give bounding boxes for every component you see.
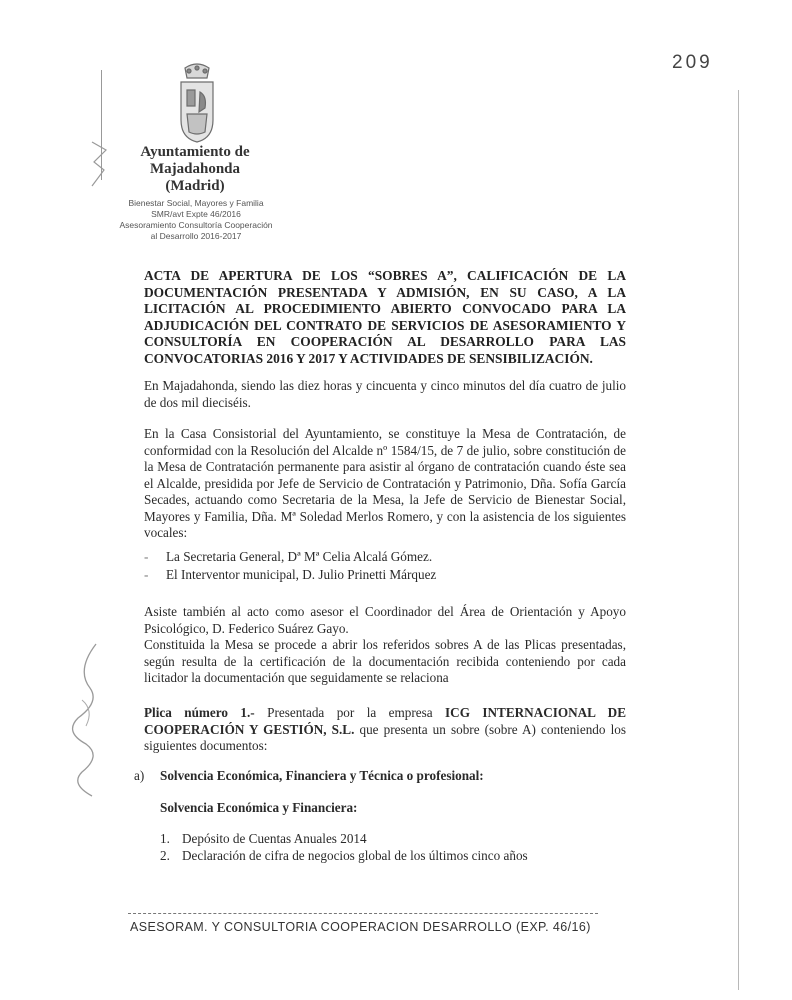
document-title: ACTA DE APERTURA DE LOS “SOBRES A”, CALIFICACIÓN DE LA DOCUMENTACIÓN PRESENTADA Y ADMISIÓN, EN SU CASO, A LA LICITACIÓN AL PROCEDIMIENTO ABIERTO CONVOCADO PARA LA ADJUDICACIÓN DEL CONTRATO DE SERVICIOS DE ASESORAMIENTO Y CONSULTORÍA EN COOPERACIÓN AL DESARROLLO PARA LAS CONVOCATORIAS 2016 Y 2017 Y ACTIVIDADES DE SENSIBILIZACIÓN. [144,268,626,366]
item-text: Depósito de Cuentas Anuales 2014 [182,831,367,846]
sub-heading: Solvencia Económica y Financiera: [160,800,358,815]
scan-margin-line-right [738,90,739,990]
item-text: Declaración de cifra de negocios global de los últimos cinco años [182,848,528,863]
org-line: Ayuntamiento de [140,144,250,160]
intro-paragraph: En Majadahonda, siendo las diez horas y cincuenta y cinco minutos del día cuatro de julio de dos mil dieciséis. [144,378,626,410]
page-number: 209 [672,52,713,73]
section-heading: Solvencia Económica, Financiera y Técnica o profesional: [160,768,484,783]
org-line: (Madrid) [165,178,225,194]
plica-paragraph [144,705,626,755]
constitution-paragraph: En la Casa Consistorial del Ayuntamiento, se constituye la Mesa de Contratación, de conformidad con la Resolución del Alcalde nº 1584/15, de 7 de julio, sobre constitución de la Mesa de Contratación permanente para asistir al órgano de contratación cuando éste sea el Alcalde, presidida por Jefe de Servicio de Contratación y Patrimonio, Dña. Sofía García Secades, actuando como Secretaria de la Mesa, la Jefe de Servicio de Bienestar Social, Mayores y Familia, Dña. Mª Soledad Merlos Romero, y con la asistencia de los siguientes vocales: [144,426,626,540]
dept-line: Bienestar Social, Mayores y Familia [128,198,264,208]
footer-rule [128,913,598,914]
documents-list [160,830,528,864]
plica-text-after: que presenta un sobre (sobre A) conteniendo los siguientes documentos: [144,721,626,753]
item-number: 1. [160,831,170,846]
dept-line: Asesoramiento Consultoría Cooperación [119,220,273,230]
organization-name [120,144,270,195]
list-item: - La Secretaria General, Dª Mª Celia Alcalá Gómez. [144,548,624,566]
plica-company: ICG INTERNACIONAL DE COOPERACIÓN Y GESTIÓN, S.L. [144,705,626,737]
list-item: - El Interventor municipal, D. Julio Prinetti Márquez [144,566,624,584]
handwritten-mark [88,140,112,190]
section-marker: a) [134,768,145,783]
advisor-paragraph: Asiste también al acto como asesor el Coordinador del Área de Orientación y Apoyo Psicológico, D. Federico Suárez Gayo. [144,604,626,636]
opening-paragraph: Constituida la Mesa se procede a abrir los referidos sobres A de las Plicas presentadas, según resulta de la certificación de la documentación recibida conteniendo por cada licitador la documentación que seguidamente se relaciona [144,637,626,685]
department-reference [118,198,274,242]
municipal-crest-icon [175,62,219,144]
plica-text: Presentada por la empresa [254,705,446,720]
handwritten-signature [56,640,116,800]
plica-label: Plica número 1.- [144,705,255,720]
footer-reference: ASESORAM. Y CONSULTORIA COOPERACION DESARROLLO (EXP. 46/16) [130,920,591,934]
org-line: Majadahonda [149,161,241,177]
dept-line: al Desarrollo 2016-2017 [150,231,242,241]
dept-line: SMR/avt Expte 46/2016 [151,209,241,219]
list-item [160,847,528,864]
vocales-list [144,548,624,584]
section-a-heading [134,768,484,784]
list-item [160,830,528,847]
item-number: 2. [160,848,170,863]
